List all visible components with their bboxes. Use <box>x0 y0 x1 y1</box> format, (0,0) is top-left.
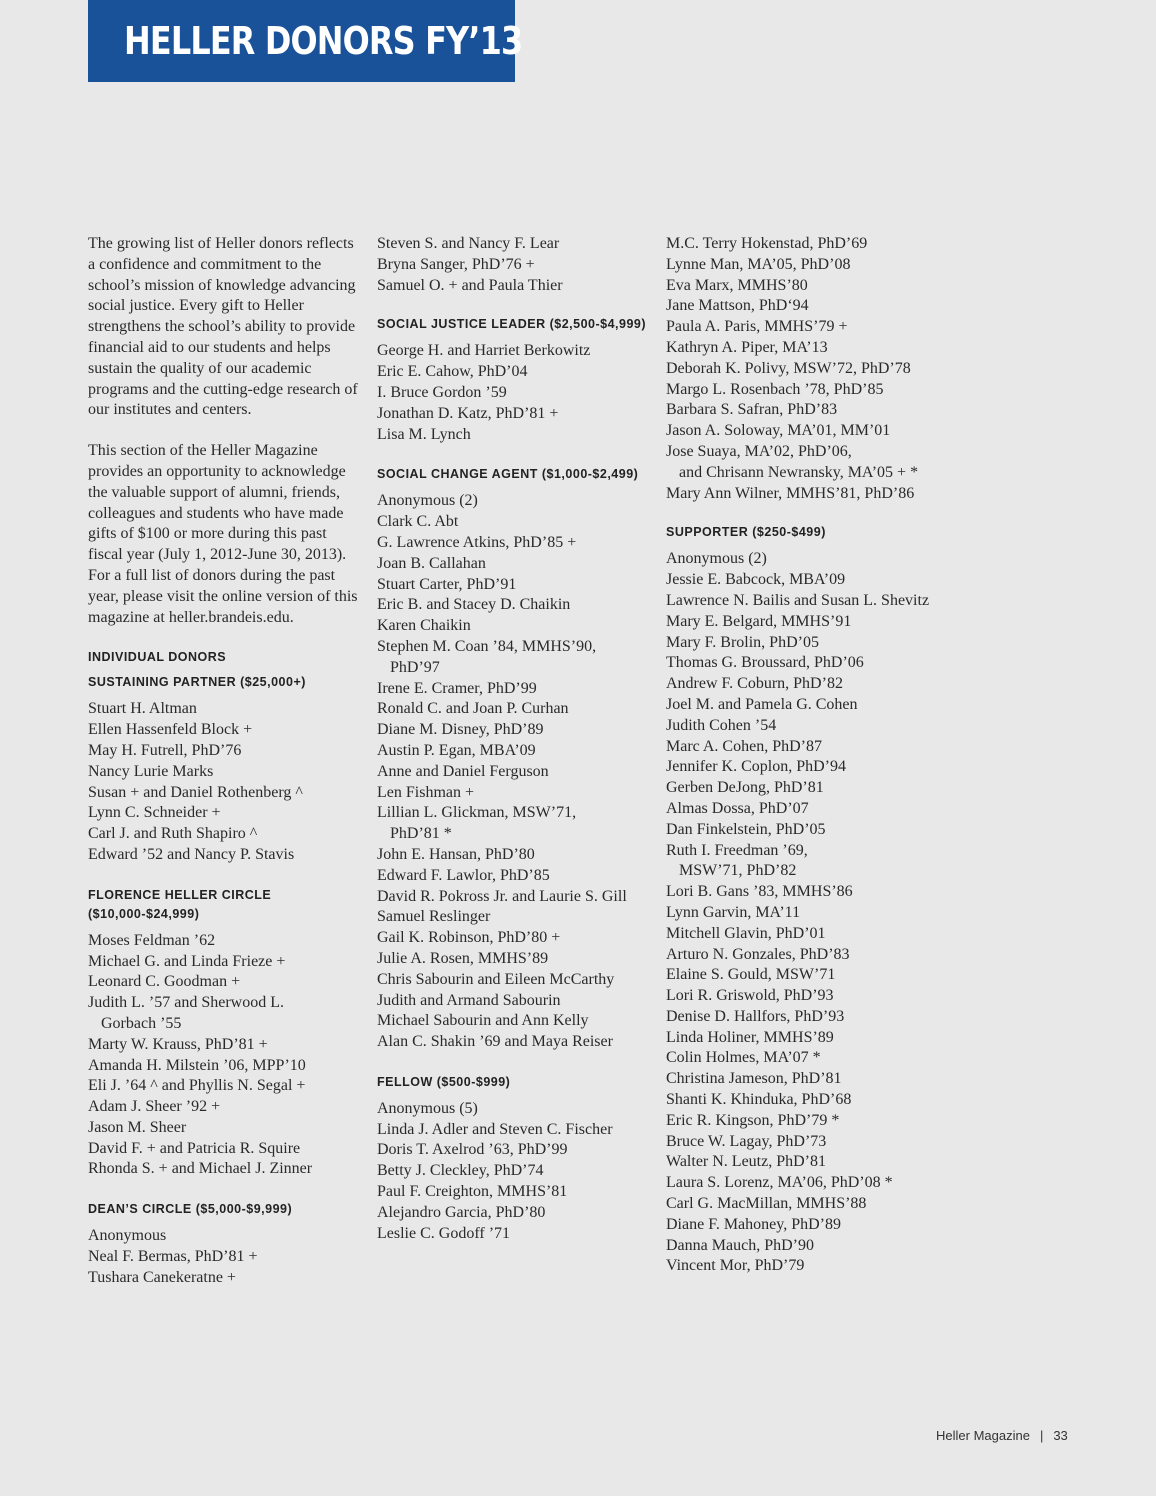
donor-name: Jason A. Soloway, MA’01, MM’01 <box>666 422 891 440</box>
fellow-section <box>377 1073 647 1245</box>
donor-list <box>88 1226 358 1288</box>
page-footer <box>936 1428 1068 1443</box>
donor-name: Deborah K. Polivy, MSW’72, PhD’78 <box>666 359 911 377</box>
donor-name: May H. Futrell, PhD’76 <box>88 741 242 759</box>
donor-name: Samuel Reslinger <box>377 908 491 926</box>
page-title: HELLER DONORS FY’13 <box>124 19 523 63</box>
fellow-heading: FELLOW ($500-$999) <box>377 1074 511 1089</box>
donor-name: Diane F. Mahoney, PhD’89 <box>666 1215 841 1233</box>
donor-name: Carl G. MacMillan, MMHS’88 <box>666 1195 867 1213</box>
donor-name: Joan B. Callahan <box>377 554 486 572</box>
donor-name: Eva Marx, MMHS’80 <box>666 276 808 294</box>
donor-name: Linda J. Adler and Steven C. Fischer <box>377 1120 613 1138</box>
donor-name: Lawrence N. Bailis and Susan L. Shevitz <box>666 591 930 609</box>
donor-list <box>666 234 956 504</box>
column-2 <box>377 234 647 1264</box>
title-banner <box>88 0 523 82</box>
donor-list <box>377 234 647 296</box>
donor-name: Anne and Daniel Ferguson <box>377 762 549 780</box>
donor-name: Mary Ann Wilner, MMHS’81, PhD’86 <box>666 484 915 502</box>
donor-name: Elaine S. Gould, MSW’71 <box>666 966 836 984</box>
donor-name: G. Lawrence Atkins, PhD’85 + <box>377 533 577 551</box>
deans-circle-heading: DEAN’S CIRCLE ($5,000-$9,999) <box>88 1202 293 1217</box>
donor-name: Edward F. Lawlor, PhD’85 <box>377 866 550 884</box>
donor-name: Anonymous (5) <box>377 1099 478 1117</box>
donor-name: George H. and Harriet Berkowitz <box>377 342 591 360</box>
donor-name: Jose Suaya, MA’02, PhD’06, and Chrisann Newransky, MA’05 + * <box>666 442 919 481</box>
donor-name: Paula A. Paris, MMHS’79 + <box>666 318 848 336</box>
donor-name: Edward ’52 and Nancy P. Stavis <box>88 845 295 863</box>
donor-name: Jessie E. Babcock, MBA’09 <box>666 571 846 589</box>
donor-name: David F. + and Patricia R. Squire <box>88 1139 301 1157</box>
donor-name: John E. Hansan, PhD’80 <box>377 845 535 863</box>
footer-separator: | <box>1039 1428 1044 1443</box>
donor-name: Thomas G. Broussard, PhD’06 <box>666 654 864 672</box>
sustaining-partner-heading: SUSTAINING PARTNER ($25,000+) <box>88 675 306 690</box>
donor-name: Bruce W. Lagay, PhD’73 <box>666 1132 827 1150</box>
donor-name: Jonathan D. Katz, PhD’81 + <box>377 404 559 422</box>
donor-name: Eric B. and Stacey D. Chaikin <box>377 596 571 614</box>
donor-name: Lynn C. Schneider + <box>88 804 221 822</box>
page-number: 33 <box>1053 1428 1068 1443</box>
donor-name: Alejandro Garcia, PhD’80 <box>377 1203 546 1221</box>
donor-name: Susan + and Daniel Rothenberg ^ <box>88 783 303 801</box>
donor-name: Eric E. Cahow, PhD’04 <box>377 363 528 381</box>
donor-name: Jason M. Sheer <box>88 1118 187 1136</box>
donor-name: Barbara S. Safran, PhD’83 <box>666 401 838 419</box>
donor-name: Austin P. Egan, MBA’09 <box>377 741 536 759</box>
donor-name: Ronald C. and Joan P. Curhan <box>377 700 569 718</box>
donor-name: David R. Pokross Jr. and Laurie S. Gill <box>377 887 627 905</box>
donor-name: Ellen Hassenfeld Block + <box>88 721 253 739</box>
donor-name: Kathryn A. Piper, MA’13 <box>666 338 828 356</box>
donor-name: Gerben DeJong, PhD’81 <box>666 779 824 797</box>
donor-name: Jane Mattson, PhD‘94 <box>666 297 809 315</box>
donor-name: Steven S. and Nancy F. Lear <box>377 235 560 252</box>
donor-list <box>377 1099 647 1245</box>
donor-name: Leonard C. Goodman + <box>88 973 241 991</box>
donor-name: Diane M. Disney, PhD’89 <box>377 721 544 739</box>
supporter-heading: SUPPORTER ($250-$499) <box>666 525 826 540</box>
donor-name: Moses Feldman ’62 <box>88 931 216 949</box>
donor-name: Colin Holmes, MA’07 * <box>666 1049 821 1067</box>
donor-name: Carl J. and Ruth Shapiro ^ <box>88 825 258 843</box>
donor-name: Ruth I. Freedman ’69, MSW’71, PhD’82 <box>666 841 808 880</box>
donor-name: Anonymous <box>88 1227 167 1245</box>
donor-name: Judith and Armand Sabourin <box>377 991 561 1009</box>
donor-name: Christina Jameson, PhD’81 <box>666 1070 842 1088</box>
florence-heller-circle-section <box>88 886 358 1181</box>
donor-name: Eric R. Kingson, PhD’79 * <box>666 1111 840 1129</box>
intro-paragraph-2: This section of the Heller Magazine provides an opportunity to acknowledge the valuable support of alumni, friends, colleagues and students who have made gifts of $100 or more during this past fiscal year (July 1, 2012-June 30, 2013). For a full list of donors during the past year, please visit the online version of this magazine at heller.brandeis.edu. <box>88 442 358 626</box>
donor-name: Linda Holiner, MMHS’89 <box>666 1028 834 1046</box>
donor-name: Marc A. Cohen, PhD’87 <box>666 737 822 755</box>
donor-name: Stuart H. Altman <box>88 700 197 718</box>
donor-name: Gail K. Robinson, PhD’80 + <box>377 929 561 947</box>
florence-heller-circle-heading: FLORENCE HELLER CIRCLE ($10,000-$24,999) <box>88 887 272 921</box>
donor-name: Alan C. Shakin ’69 and Maya Reiser <box>377 1033 613 1051</box>
donor-name: Samuel O. + and Paula Thier <box>377 276 563 294</box>
donor-name: Michael Sabourin and Ann Kelly <box>377 1012 589 1030</box>
donor-name: Rhonda S. + and Michael J. Zinner <box>88 1160 313 1178</box>
donor-name: Clark C. Abt <box>377 513 459 531</box>
donor-name: Dan Finkelstein, PhD’05 <box>666 820 826 838</box>
social-change-agent-section <box>377 465 647 1053</box>
donor-name: Len Fishman + <box>377 783 475 801</box>
magazine-name: Heller Magazine <box>936 1428 1030 1443</box>
donor-name: Chris Sabourin and Eileen McCarthy <box>377 970 615 988</box>
donor-name: Michael G. and Linda Frieze + <box>88 952 286 970</box>
deans-circle-section <box>88 1200 358 1288</box>
donor-name: Vincent Mor, PhD’79 <box>666 1257 805 1275</box>
donor-name: Irene E. Cramer, PhD’99 <box>377 679 537 697</box>
donor-name: Paul F. Creighton, MMHS’81 <box>377 1183 568 1201</box>
donor-name: Lynn Garvin, MA’11 <box>666 903 801 921</box>
social-change-agent-heading: SOCIAL CHANGE AGENT ($1,000-$2,499) <box>377 467 639 482</box>
supporter-section <box>666 523 956 1277</box>
donor-name: I. Bruce Gordon ’59 <box>377 383 507 401</box>
donor-name: Nancy Lurie Marks <box>88 762 214 780</box>
donor-list <box>666 549 956 1277</box>
donor-name: Julie A. Rosen, MMHS’89 <box>377 949 549 967</box>
donor-name: Laura S. Lorenz, MA’06, PhD’08 * <box>666 1174 893 1192</box>
donor-name: Lynne Man, MA’05, PhD’08 <box>666 255 851 273</box>
donor-name: Mary E. Belgard, MMHS’91 <box>666 612 852 630</box>
donor-name: Eli J. ’64 ^ and Phyllis N. Segal + <box>88 1077 306 1095</box>
donor-list <box>377 341 647 445</box>
column-1 <box>88 234 358 1309</box>
donor-name: Karen Chaikin <box>377 617 471 635</box>
donor-name: Joel M. and Pamela G. Cohen <box>666 695 858 713</box>
donor-name: Anonymous (2) <box>666 550 767 568</box>
donor-list <box>88 931 358 1181</box>
donor-name: Leslie C. Godoff ’71 <box>377 1224 511 1242</box>
donor-name: Margo L. Rosenbach ’78, PhD’85 <box>666 380 884 398</box>
donor-name: Walter N. Leutz, PhD’81 <box>666 1153 826 1171</box>
donor-name: Stephen M. Coan ’84, MMHS’90, PhD’97 <box>377 637 597 676</box>
individual-donors-heading: INDIVIDUAL DONORS <box>88 650 227 665</box>
donor-name: Amanda H. Milstein ’06, MPP’10 <box>88 1056 306 1074</box>
donor-name: Tushara Canekeratne + <box>88 1268 236 1286</box>
social-justice-leader-heading: SOCIAL JUSTICE LEADER ($2,500-$4,999) <box>377 317 647 332</box>
donor-name: Stuart Carter, PhD’91 <box>377 575 517 593</box>
donor-name: Andrew F. Coburn, PhD’82 <box>666 675 843 693</box>
donor-name: Shanti K. Khinduka, PhD’68 <box>666 1091 852 1109</box>
donor-name: Judith Cohen ’54 <box>666 716 777 734</box>
sustaining-partner-section <box>88 673 358 865</box>
donor-name: Almas Dossa, PhD’07 <box>666 799 809 817</box>
donor-name: Betty J. Cleckley, PhD’74 <box>377 1162 544 1180</box>
donor-name: Bryna Sanger, PhD’76 + <box>377 255 535 273</box>
social-justice-leader-section <box>377 315 647 445</box>
donor-name: Neal F. Bermas, PhD’81 + <box>88 1248 258 1266</box>
donor-name: Judith L. ’57 and Sherwood L. Gorbach ’55 <box>88 994 284 1032</box>
donor-name: Mitchell Glavin, PhD’01 <box>666 924 826 942</box>
donor-name: Doris T. Axelrod ’63, PhD’99 <box>377 1141 568 1159</box>
donor-name: Danna Mauch, PhD’90 <box>666 1236 814 1254</box>
donor-name: Lori B. Gans ’83, MMHS’86 <box>666 883 853 901</box>
donor-name: Lisa M. Lynch <box>377 425 471 443</box>
donor-list <box>88 699 358 865</box>
donor-name: Lillian L. Glickman, MSW’71, PhD’81 * <box>377 804 577 843</box>
donor-name: Anonymous (2) <box>377 492 478 510</box>
donor-list <box>377 491 647 1053</box>
column-3 <box>666 234 956 1297</box>
donor-name: Arturo N. Gonzales, PhD’83 <box>666 945 850 963</box>
intro-paragraph-1: The growing list of Heller donors reflects a confidence and commitment to the school’s mission of knowledge advancing social justice. Every gift to Heller strengthens the school’s ability to provide financial aid to our students and helps sustain the quality of our academic programs and the cutting-edge research of our institutes and centers. <box>88 235 358 419</box>
donor-name: Denise D. Hallfors, PhD’93 <box>666 1007 845 1025</box>
donor-name: Lori R. Griswold, PhD’93 <box>666 987 834 1005</box>
donor-name: Marty W. Krauss, PhD’81 + <box>88 1035 268 1053</box>
donor-name: Mary F. Brolin, PhD’05 <box>666 633 819 651</box>
donor-name: Adam J. Sheer ’92 + <box>88 1098 221 1116</box>
donor-name: Jennifer K. Coplon, PhD’94 <box>666 758 846 776</box>
donor-name: M.C. Terry Hokenstad, PhD’69 <box>666 235 868 252</box>
